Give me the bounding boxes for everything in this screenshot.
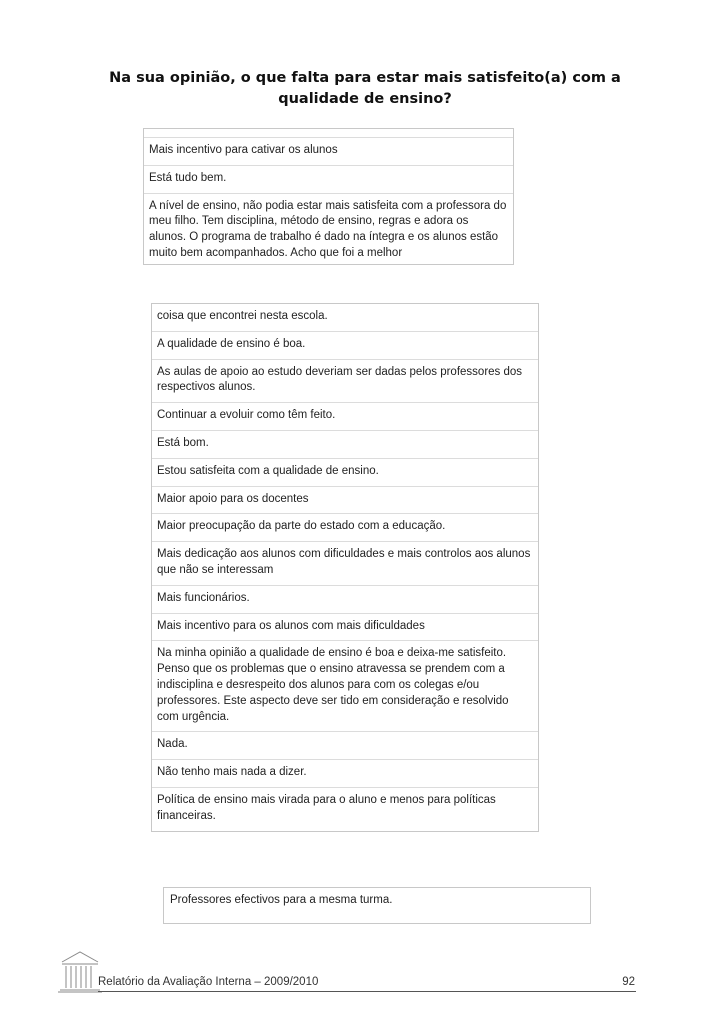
- responses-table-1: [143, 128, 514, 265]
- page-number: 92: [622, 976, 635, 988]
- responses-table-2: [151, 303, 539, 832]
- table-row: Mais dedicação aos alunos com dificuldades e mais controlos aos alunos que não se interessam: [152, 542, 538, 586]
- table-row: coisa que encontrei nesta escola.: [152, 304, 538, 332]
- table-row: Professores efectivos para a mesma turma.: [170, 894, 393, 906]
- table-row: Mais incentivo para cativar os alunos: [144, 138, 513, 166]
- table-row: Política de ensino mais virada para o aluno e menos para políticas financeiras.: [157, 793, 496, 822]
- table-row: Não tenho mais nada a dizer.: [152, 760, 538, 788]
- responses-table-3: [163, 887, 591, 924]
- table-row: Nada.: [152, 732, 538, 760]
- table-row: Continuar a evoluir como têm feito.: [152, 403, 538, 431]
- footer-divider: [98, 991, 636, 992]
- table-row: Na minha opinião a qualidade de ensino é boa e deixa-me satisfeito. Penso que os problemas que o ensino atravessa se prendem com a indisciplina e desrespeito dos alunos para com os colegas e/ou professores. Este aspecto deve ser tido em consideração e resolvido com urgência.: [152, 641, 538, 732]
- table-row: Está tudo bem.: [144, 166, 513, 194]
- table-row: Mais funcionários.: [152, 586, 538, 614]
- table-header-band: [144, 129, 513, 138]
- table-row: Está bom.: [152, 431, 538, 459]
- table-row: Maior apoio para os docentes: [152, 487, 538, 515]
- table-row: Estou satisfeita com a qualidade de ensino.: [152, 459, 538, 487]
- school-building-logo-icon: [58, 948, 102, 994]
- table-row: A qualidade de ensino é boa.: [152, 332, 538, 360]
- table-row: As aulas de apoio ao estudo deveriam ser dadas pelos professores dos respectivos alunos.: [152, 360, 538, 404]
- table-row: Maior preocupação da parte do estado com a educação.: [152, 514, 538, 542]
- table-row: A nível de ensino, não podia estar mais satisfeita com a professora do meu filho. Tem disciplina, método de ensino, regras e adora os alunos. O programa de trabalho é dado na íntegra e os alunos estão muito bem acompanhados. Acho que foi a melhor: [149, 199, 507, 259]
- page-title: Na sua opinião, o que falta para estar mais satisfeito(a) com a qualidade de ensino?: [109, 70, 621, 107]
- footer-report-title: Relatório da Avaliação Interna – 2009/2010: [98, 976, 319, 988]
- table-row: Mais incentivo para os alunos com mais dificuldades: [152, 614, 538, 642]
